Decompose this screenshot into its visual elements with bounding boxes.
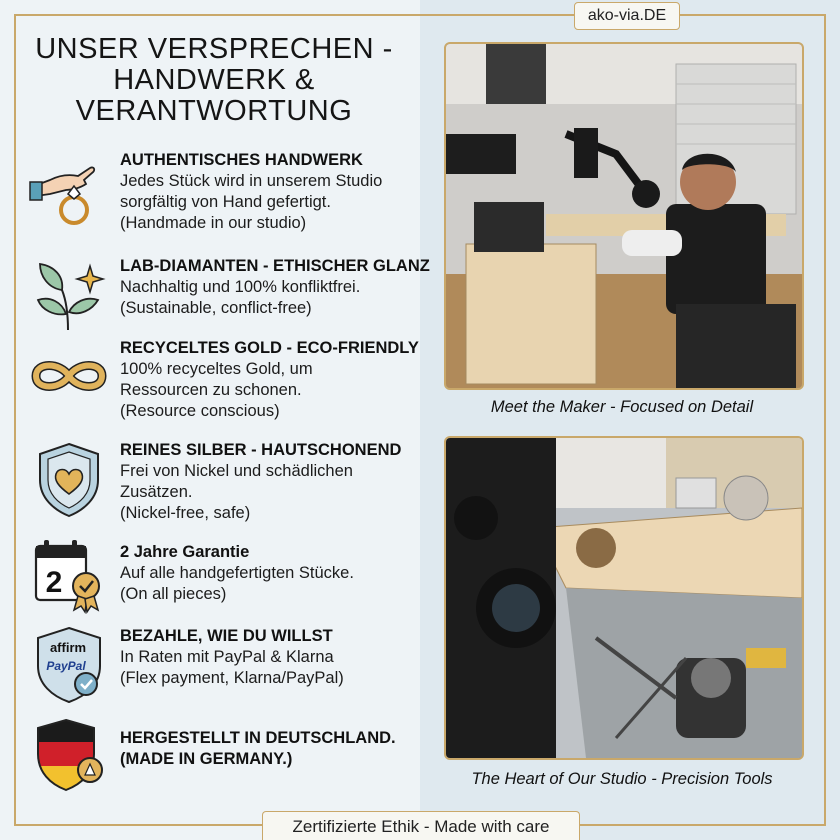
feature-made-in-germany	[28, 728, 428, 824]
feature-line: (On all pieces)	[120, 585, 227, 603]
shield-heart-icon	[28, 440, 110, 522]
feature-line: (MADE IN GERMANY.)	[120, 750, 293, 768]
infinity-icon	[28, 338, 110, 420]
feature-handwerk	[28, 150, 428, 246]
feature-line: Jedes Stück wird in unserem Studio	[120, 172, 383, 190]
feature-garantie	[28, 542, 428, 638]
photo-caption: The Heart of Our Studio - Precision Tools	[471, 770, 773, 788]
feature-line: (Nickel-free, safe)	[120, 504, 251, 522]
leaf-sparkle-icon	[28, 256, 110, 338]
page-title: UNSER VERSPRECHEN - HANDWERK & VERANTWORTUNG	[35, 33, 393, 127]
feature-line: Auf alle handgefertigten Stücke.	[120, 564, 354, 582]
feature-line: sorgfältig von Hand gefertigt.	[120, 193, 331, 211]
feature-line: Frei von Nickel und schädlichen	[120, 462, 353, 480]
feature-recyceltes-gold	[28, 338, 428, 434]
footer-label: Zertifizierte Ethik - Made with care	[262, 811, 580, 840]
hand-ring-icon	[28, 150, 110, 232]
calendar-badge-icon	[28, 534, 110, 616]
feature-heading: 2 Jahre Garantie	[120, 543, 250, 561]
feature-line: (Handmade in our studio)	[120, 214, 307, 232]
feature-heading: RECYCELTES GOLD - ECO-FRIENDLY	[120, 339, 419, 357]
feature-heading: BEZAHLE, WIE DU WILLST	[120, 627, 333, 645]
feature-line: (Flex payment, Klarna/PayPal)	[120, 669, 344, 687]
feature-heading: LAB-DIAMANTEN - ETHISCHER GLANZ	[120, 257, 430, 275]
paypal-label: PayPal	[46, 659, 86, 673]
feature-heading: HERGESTELLT IN DEUTSCHLAND.	[120, 729, 396, 747]
feature-line: Nachhaltig und 100% konfliktfrei.	[120, 278, 361, 296]
feature-line: In Raten mit PayPal & Klarna	[120, 648, 334, 666]
calendar-number: 2	[45, 566, 63, 599]
brand-label: ako-via.DE	[574, 2, 680, 30]
payment-shield-icon	[28, 626, 110, 708]
feature-heading: REINES SILBER - HAUTSCHONEND	[120, 441, 402, 459]
feature-reines-silber	[28, 440, 428, 536]
feature-line: (Resource conscious)	[120, 402, 280, 420]
feature-line: (Sustainable, conflict-free)	[120, 299, 312, 317]
feature-line: 100% recyceltes Gold, um	[120, 360, 313, 378]
photo-studio	[444, 436, 804, 760]
affirm-label: affirm	[49, 640, 87, 655]
feature-line: Zusätzen.	[120, 483, 193, 501]
photo-caption: Meet the Maker - Focused on Detail	[490, 398, 754, 416]
photo-maker	[444, 42, 804, 390]
feature-line: Ressourcen zu schonen.	[120, 381, 302, 399]
germany-flag-shield-icon	[28, 714, 110, 796]
feature-heading: AUTHENTISCHES HANDWERK	[120, 151, 363, 169]
feature-bezahlung	[28, 626, 428, 722]
